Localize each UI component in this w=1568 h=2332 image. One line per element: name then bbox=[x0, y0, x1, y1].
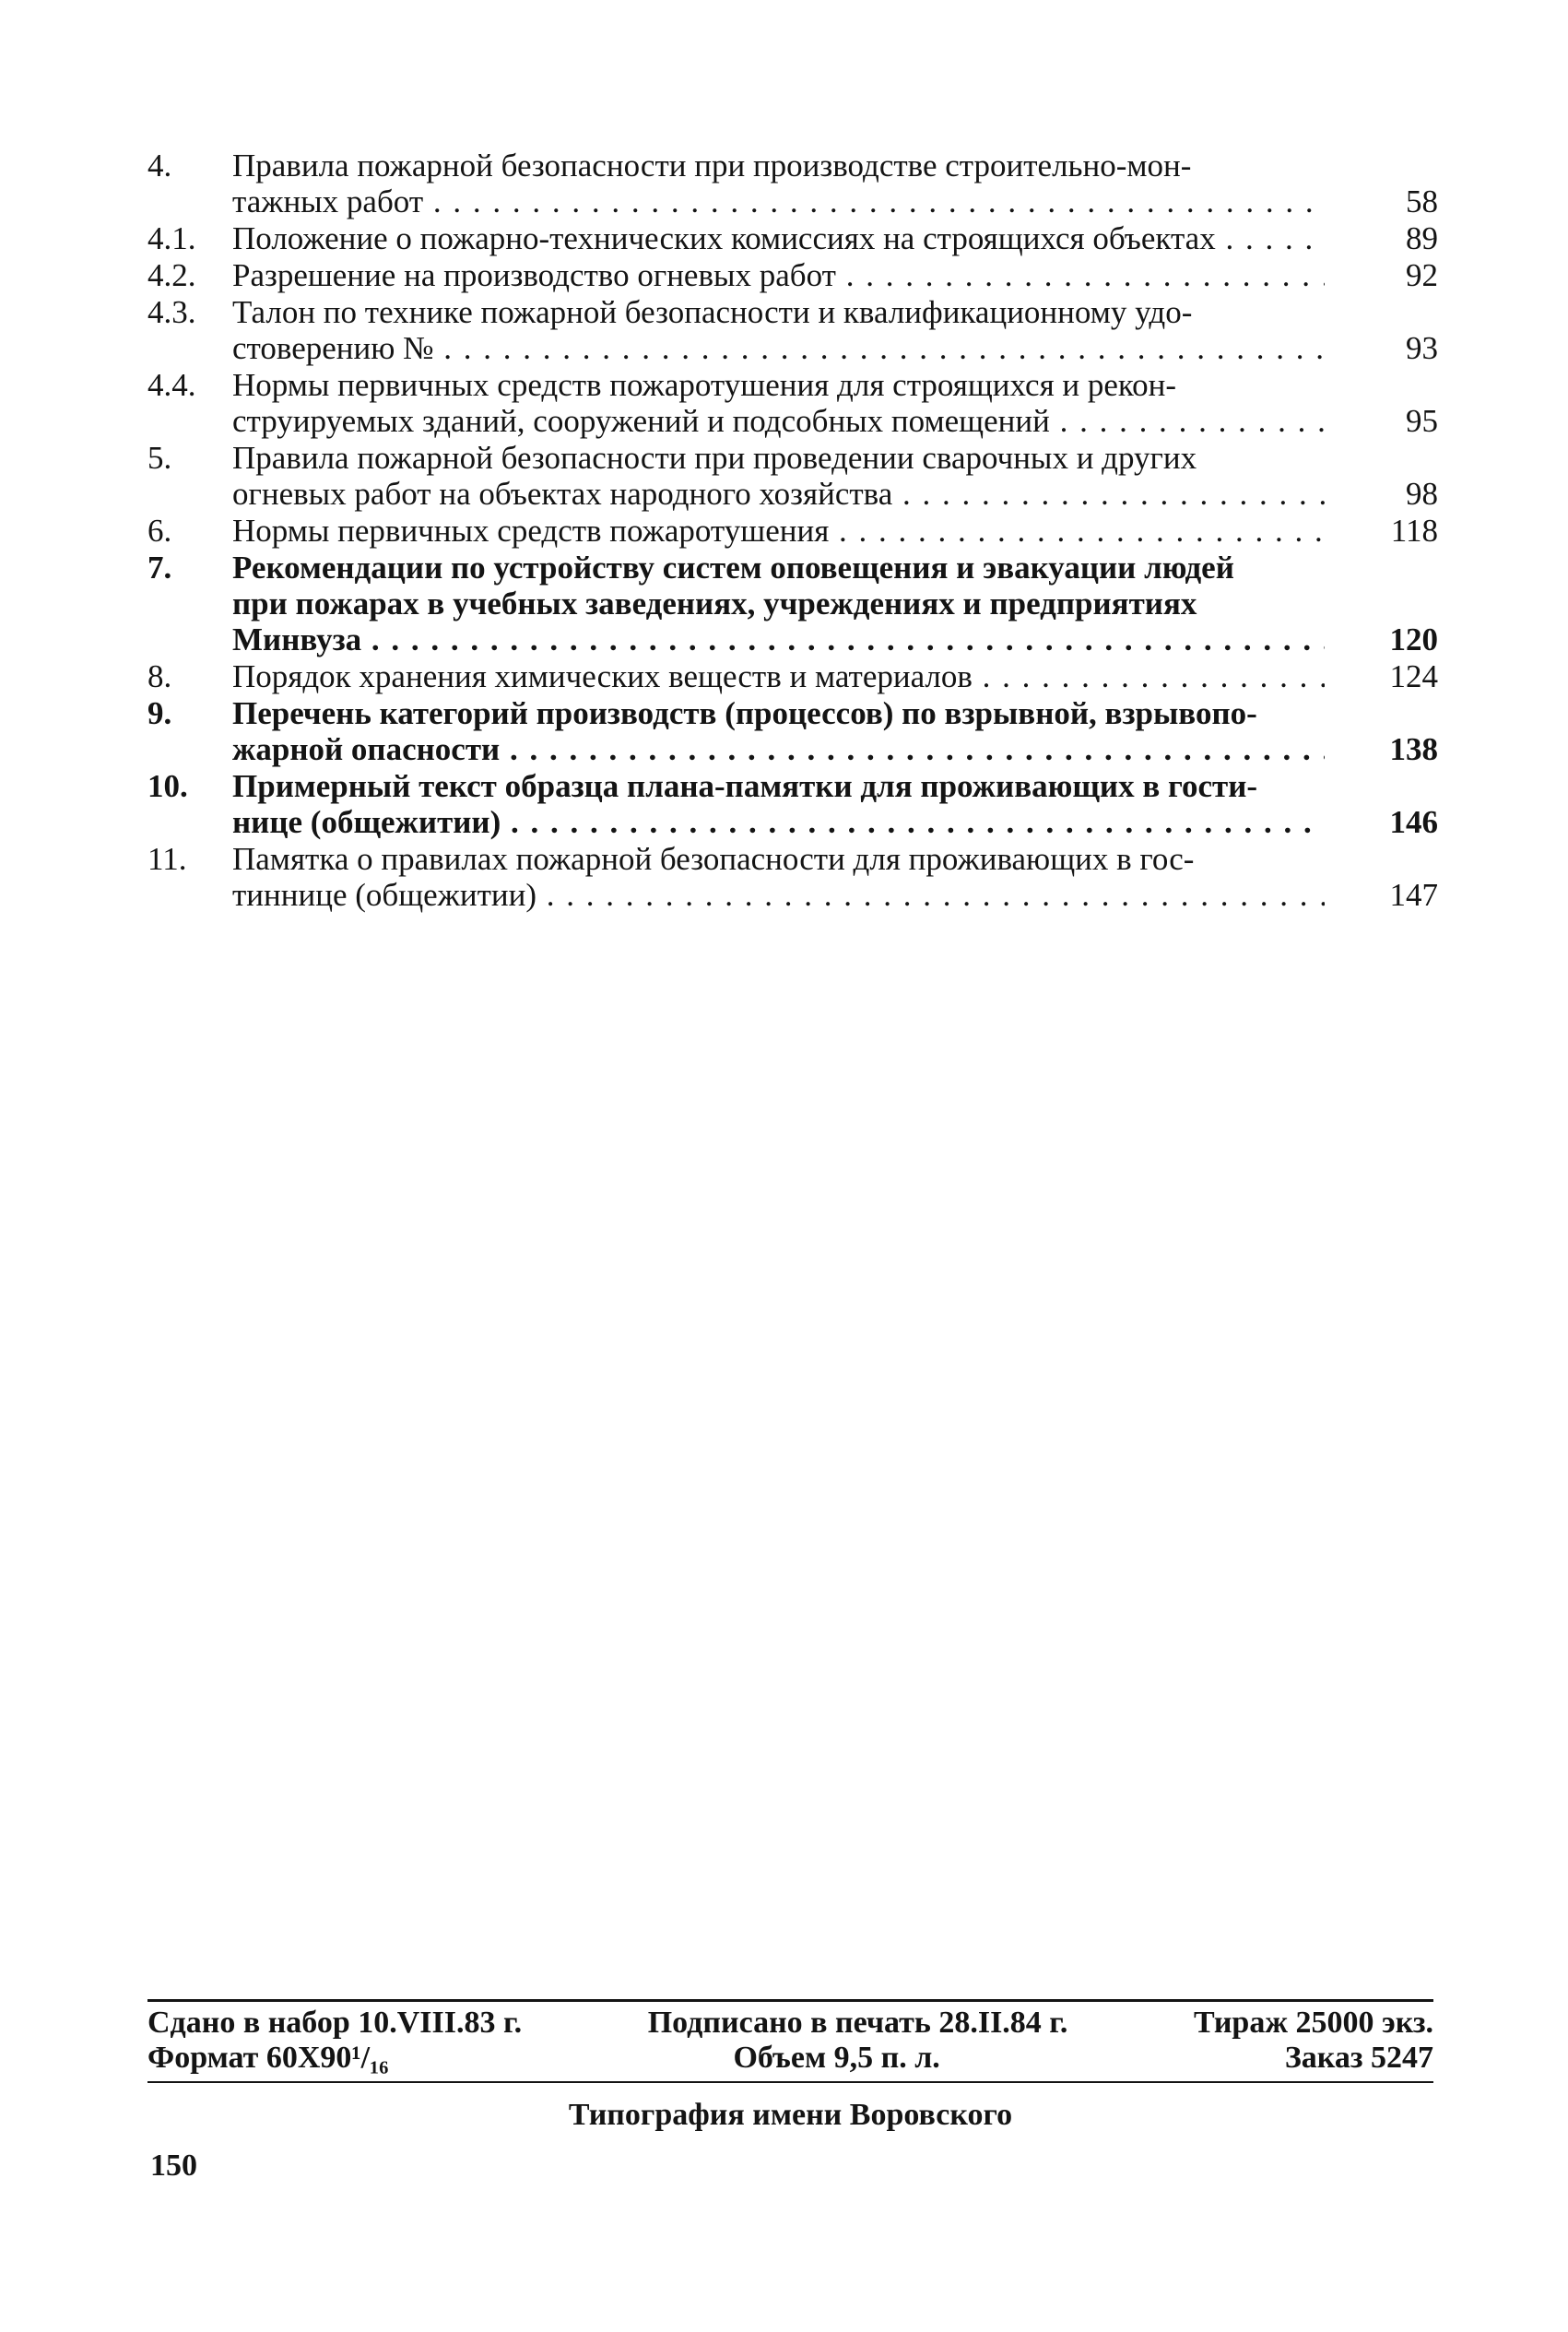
toc-entry-page: 89 bbox=[1337, 220, 1438, 256]
print-run: Тираж 25000 экз. bbox=[1194, 2006, 1433, 2040]
toc-entry-title-line: Перечень категорий производств (процессов) по взрывной, взрывопо- bbox=[232, 695, 1257, 731]
toc-entry-title-line: огневых работ на объектах народного хозяйства . . bbox=[232, 476, 1325, 512]
imprint-row-1 bbox=[147, 2006, 1433, 2041]
toc-entry-page: 93 bbox=[1337, 330, 1438, 366]
toc-entry bbox=[147, 768, 1438, 840]
toc-entry-title-line: тиннице (общежитии) . . bbox=[232, 877, 1325, 913]
toc-entry-title bbox=[232, 220, 1325, 256]
toc-entry-title bbox=[232, 658, 1325, 694]
toc-entry-title-line: Нормы первичных средств пожаротушения для строящихся и рекон- bbox=[232, 367, 1177, 403]
toc-entry-number: 10. bbox=[147, 768, 188, 804]
toc-entry-title bbox=[232, 695, 1325, 767]
toc-entry-number: 11. bbox=[147, 841, 187, 877]
toc-entry bbox=[147, 841, 1438, 913]
toc-entry-number: 6. bbox=[147, 513, 172, 549]
toc-entry-number: 4.4. bbox=[147, 367, 196, 403]
toc-entry-title bbox=[232, 257, 1325, 293]
toc-entry-page: 118 bbox=[1337, 513, 1438, 549]
toc-entry bbox=[147, 257, 1438, 293]
toc-entry-page: 120 bbox=[1337, 621, 1438, 657]
typeset-date: Сдано в набор 10.VIII.83 г. bbox=[147, 2006, 523, 2040]
imprint-block bbox=[147, 1999, 1433, 2133]
toc-entry-title bbox=[232, 841, 1325, 913]
toc-entry-title-line: жарной опасности . . bbox=[232, 731, 1325, 767]
volume: Объем 9,5 п. л. bbox=[733, 2041, 940, 2075]
toc-entry bbox=[147, 695, 1438, 767]
toc-entry-number: 9. bbox=[147, 695, 172, 731]
toc-entry-title-line: при пожарах в учебных заведениях, учреждениях и предприятиях bbox=[232, 586, 1197, 621]
imprint-row-2 bbox=[147, 2041, 1433, 2076]
toc-entry bbox=[147, 148, 1438, 219]
toc-entry-title-line: стоверению № . . bbox=[232, 330, 1325, 366]
toc-entry-title-line: Порядок хранения химических веществ и материалов . . bbox=[232, 658, 1325, 694]
toc-entry-title bbox=[232, 768, 1325, 840]
toc-entry-title bbox=[232, 294, 1325, 366]
toc-entry-number: 5. bbox=[147, 440, 172, 476]
toc-entry-title bbox=[232, 440, 1325, 512]
toc-entry-number: 4. bbox=[147, 148, 172, 183]
toc-entry-title-line: Примерный текст образца плана-памятки для проживающих в гости- bbox=[232, 768, 1258, 804]
toc-entry-number: 4.2. bbox=[147, 257, 196, 293]
toc-entry-page: 58 bbox=[1337, 183, 1438, 219]
paper-format: Формат 60Х90¹/₁₆ bbox=[147, 2041, 389, 2075]
toc-entry-page: 124 bbox=[1337, 658, 1438, 694]
toc-entry bbox=[147, 294, 1438, 366]
toc-entry bbox=[147, 440, 1438, 512]
printer-name: Типография имени Воровского bbox=[568, 2098, 1013, 2132]
toc-entry-title-line: Минвуза . . bbox=[232, 621, 1325, 657]
toc-entry-page: 147 bbox=[1337, 877, 1438, 913]
toc-entry bbox=[147, 367, 1438, 439]
toc-entry-title-line: Правила пожарной безопасности при проведении сварочных и других bbox=[232, 440, 1197, 476]
page-number: 150 bbox=[150, 2149, 197, 2183]
toc-entry-number: 4.3. bbox=[147, 294, 196, 330]
toc-entry-title-line: Правила пожарной безопасности при производстве строительно-мон- bbox=[232, 148, 1192, 183]
toc-entry-title bbox=[232, 513, 1325, 549]
order-number: Заказ 5247 bbox=[1284, 2041, 1433, 2075]
toc-entry-number: 7. bbox=[147, 550, 172, 586]
toc-entry-title-line: нице (общежитии) . . bbox=[232, 804, 1325, 840]
table-of-contents bbox=[147, 148, 1438, 914]
toc-entry bbox=[147, 220, 1438, 256]
toc-entry-title-line: Рекомендации по устройству систем оповещения и эвакуации людей bbox=[232, 550, 1234, 586]
toc-entry bbox=[147, 513, 1438, 549]
imprint-bottom-rule bbox=[147, 2081, 1433, 2083]
toc-entry bbox=[147, 550, 1438, 657]
toc-entry-page: 95 bbox=[1337, 403, 1438, 439]
toc-entry-title-line: Нормы первичных средств пожаротушения . . bbox=[232, 513, 1325, 549]
toc-entry-page: 92 bbox=[1337, 257, 1438, 293]
toc-entry-title-line: струируемых зданий, сооружений и подсобных помещений . . bbox=[232, 403, 1325, 439]
toc-entry-page: 138 bbox=[1337, 731, 1438, 767]
toc-entry-title-line: Положение о пожарно-технических комиссиях на строящихся объектах . . bbox=[232, 220, 1325, 256]
toc-entry-title bbox=[232, 148, 1325, 219]
toc-entry-title-line: Разрешение на производство огневых работ . . bbox=[232, 257, 1325, 293]
toc-entry-title-line: тажных работ . . bbox=[232, 183, 1325, 219]
toc-entry-number: 4.1. bbox=[147, 220, 196, 256]
toc-entry-title bbox=[232, 367, 1325, 439]
toc-entry-number: 8. bbox=[147, 658, 172, 694]
toc-entry-page: 146 bbox=[1337, 804, 1438, 840]
imprint-top-rule bbox=[147, 1999, 1433, 2002]
toc-entry-page: 98 bbox=[1337, 476, 1438, 512]
toc-entry bbox=[147, 658, 1438, 694]
signed-date: Подписано в печать 28.II.84 г. bbox=[647, 2006, 1068, 2040]
toc-entry-title-line: Талон по технике пожарной безопасности и квалификационному удо- bbox=[232, 294, 1193, 330]
toc-entry-title-line: Памятка о правилах пожарной безопасности для проживающих в гос- bbox=[232, 841, 1195, 877]
toc-entry-title bbox=[232, 550, 1325, 657]
